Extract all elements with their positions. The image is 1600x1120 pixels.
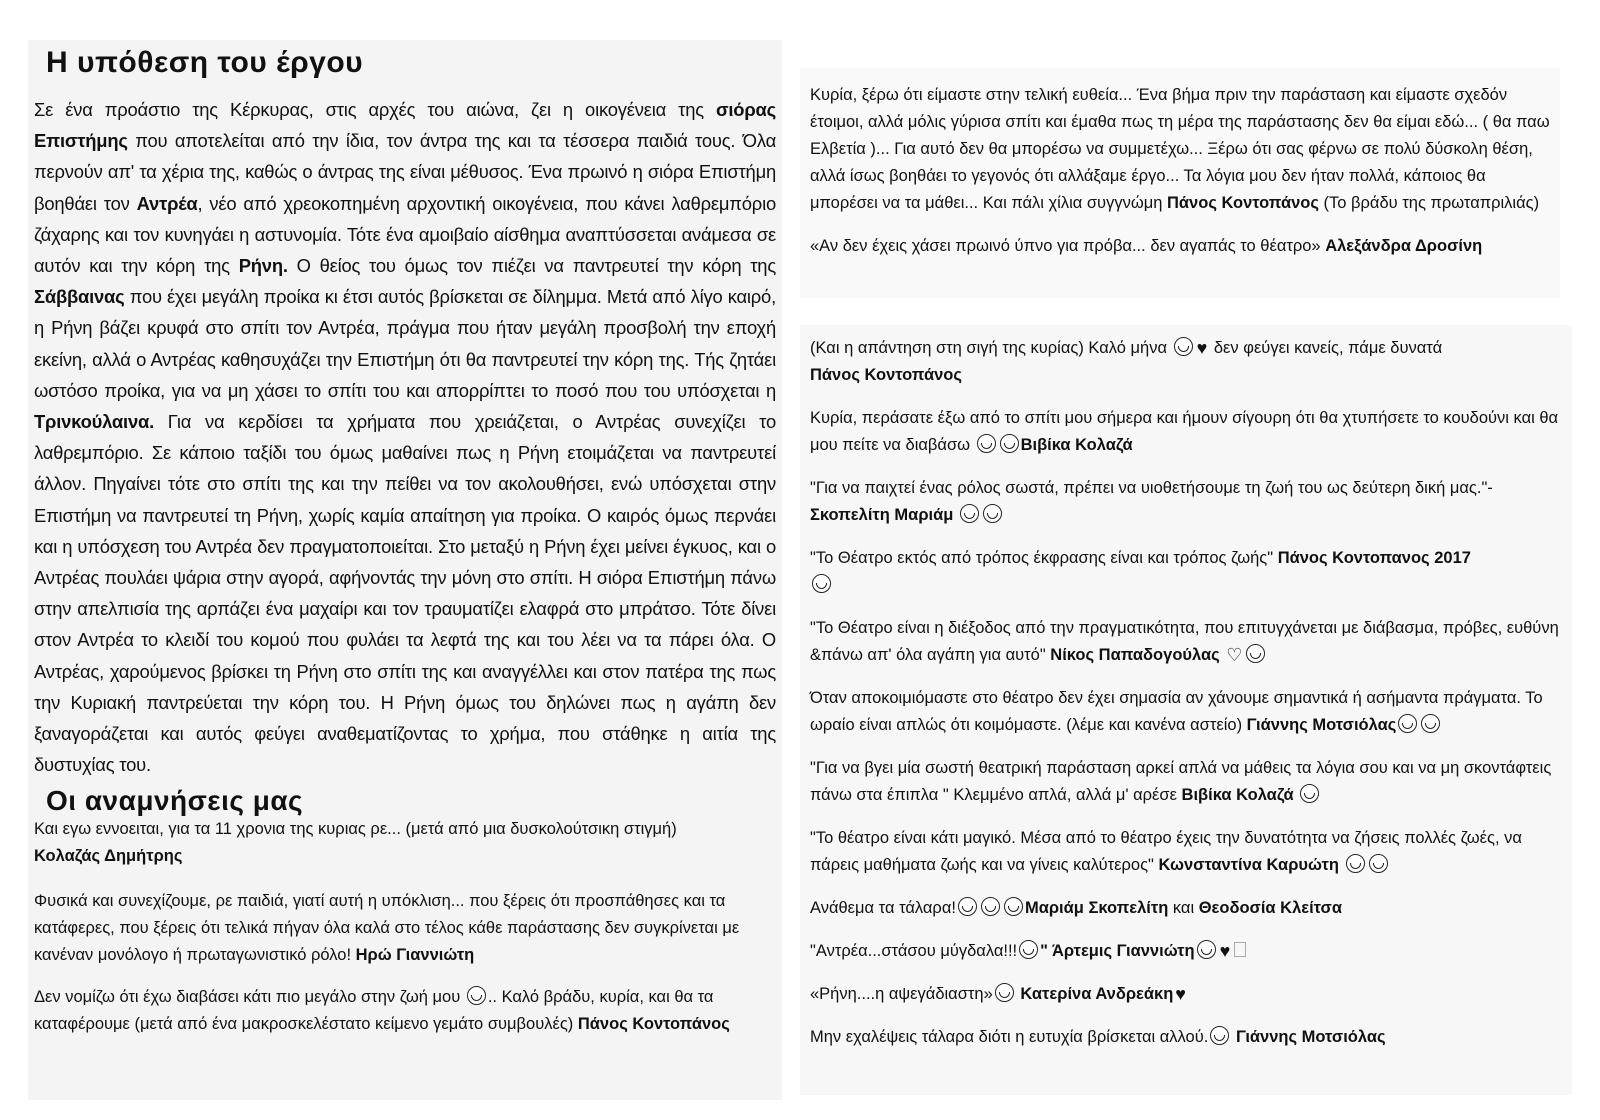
quote-text: (Και η απάντηση στη σιγή της κυρίας) Καλό μήνα: [810, 339, 1167, 357]
quote-author: Νίκος Παπαδογούλας: [1050, 646, 1220, 664]
quote-text: Όταν αποκοιμιόμαστε στο θέατρο δεν έχει σημασία αν χάνουμε σημαντικά ή ασήμαντα πράγματα. Το ωραίο είναι απλώς ότι κοιμόμαστε. (λέμε και κανένα αστείο): [810, 689, 1543, 734]
memory-text: .. Καλό βράδυ, κυρία, και θα τα καταφέρουμε (μετά από ένα μακροσκελέστατο κείμενο γεμάτο συμβουλές): [34, 988, 714, 1033]
laughing-emoji-icon: [1210, 1026, 1229, 1045]
quotes-panel-top: [800, 68, 1560, 298]
quote-text: "Το θέατρο είναι κάτι μαγικό. Μέσα από το θέατρο έχεις την δυνατότητα να ζήσεις πολλές ζωές, να πάρεις μαθήματα ζωής και να γίνεις καλύτερος": [810, 829, 1522, 874]
memory-author: Ηρώ Γιαννιώτη: [355, 946, 475, 964]
laughing-emoji-icon: [1421, 714, 1440, 733]
memories-title: Οι αναμνήσεις μας: [46, 785, 304, 816]
heart-icon: ♥: [1196, 338, 1208, 358]
synopsis-bold: σιόρας Επιστήμης: [34, 99, 776, 152]
synopsis-run: , νέο από χρεοκοπημένη αρχοντική οικογένεια, που κάνει λαθρεμπόριο ζάχαρης και τον κυνηγάει η αστυνομία. Τότε ένα αμοιβαίο αίσθημα αναπτύσσεται ανάμεσα σε αυτόν και την κόρη της: [34, 192, 776, 277]
quote-item: [810, 981, 1562, 1008]
synopsis-run: που αποτελείται από την ίδια, τον άντρα της και τα τέσσερα παιδιά τους. Όλα περνούν απ' τα χέρια της, καθώς ο άντρας της είναι μέθυσος. Ένα πρωινό η σιόρα Επιστήμη βοηθάει τον: [34, 130, 776, 214]
laughing-emoji-icon: [812, 574, 831, 593]
quote-text: (Το βράδυ της πρωταπριλιάς): [1318, 194, 1540, 212]
quote-text: Κυρία, περάσατε έξω από το σπίτι μου σήμερα και ήμουν σίγουρη ότι θα χτυπήσετε το κουδούνι και θα μου πείτε να διαβάσω: [810, 409, 1559, 454]
synopsis-run: Για να κερδίσει τα χρήματα που χρειάζεται, ο Αντρέας συνεχίζει το λαθρεμπόριο. Σε κάποιο ταξίδι του όμως μαθαίνει πως η Ρήνη ετοιμάζεται να παντρευτεί άλλον. Πηγαίνει τότε στο σπίτι της και την πείθει να τον ακολουθήσει, ενώ υπόσχεται στην Επιστήμη να παντρευτεί τη Ρήνη, χωρίς καμία απαίτηση για προίκα. Ο καιρός όμως περνάει και η υπόσχεση του Αντρέα δεν πραγματοποιείται. Στο μεταξύ η Ρήνη έχει μείνει έγκυος, και ο Αντρέας πουλάει ψάρια στην αγορά, αφήνοντάς την μόνη στο σπίτι. Η σιόρα Επιστήμη πάνω στην απελπισία της αρπάζει ένα μαχαίρι και τον τραυματίζει ελαφρά στο μπράτσο. Τότε δίνει στον Αντρέα το κλειδί του κομού που φυλάει τα λεφτά της και του λέει να τα πάρει όλα. Ο Αντρέας, χαρούμενος βρίσκει τη Ρήνη στο σπίτι της και αναγγέλλει και στον πατέρα της πως την Κυριακή παντρεύεται την κόρη του. Η Ρήνη όμως του δηλώνει πως η αγάπη δεν ξαναγοράζεται και αυτός φεύγει αναθεματίζοντας το χρήμα, που στάθηκε η αιτία της δυστυχίας του.: [34, 411, 776, 776]
quote-author: Αλεξάνδρα Δροσίνη: [1325, 237, 1483, 255]
quote-text: "Για να παιχτεί ένας ρόλος σωστά, πρέπει να υιοθετήσουμε τη ζωή του ως δεύτερη δική μας."-: [810, 479, 1493, 497]
quote-author: Γιάννης Μοτσιόλας: [1246, 716, 1397, 734]
quote-item: [810, 685, 1562, 739]
memory-author: Πάνος Κοντοπάνος: [577, 1015, 730, 1033]
laughing-emoji-icon: [467, 986, 486, 1005]
laughing-emoji-icon: [1197, 940, 1216, 959]
memory-item: [34, 888, 782, 969]
quote-item: [810, 233, 1550, 260]
smiling-emoji-icon: [1398, 714, 1417, 733]
laughing-emoji-icon: [1174, 337, 1193, 356]
quote-item: [810, 335, 1562, 389]
laughing-emoji-icon: [1019, 940, 1038, 959]
memory-text: Δεν νομίζω ότι έχω διαβάσει κάτι πιο μεγάλο στην ζωή μου: [34, 988, 461, 1006]
quote-item: [810, 82, 1550, 217]
quote-text: "Το Θέατρο είναι η διέξοδος από την πραγματικότητα, που επιτυγχάνεται με διάβασμα, πρόβες, ευθύνη &πάνω απ' όλα αγάπη για αυτό": [810, 619, 1559, 664]
quote-text: Κυρία, ξέρω ότι είμαστε στην τελική ευθεία... Ένα βήμα πριν την παράσταση και είμαστε σχεδόν έτοιμοι, αλλά μόλις γύρισα σπίτι και έμαθα πως τη μέρα της παράστασης δεν θα είμαι εδώ... ( θα παω Ελβετία )... Για αυτό δεν θα μπορέσω να συμμετέχω... Ξέρω ότι σας φέρνω σε πολύ δύσκολη θέση, αλλά ίσως βοηθάει το γεγονός ότι αλλάξαμε έργο... Τα λόγια μου δεν ήταν πολλά, κάποιος θα μπορέσει να τα μάθει... Και πάλι χίλια συγγνώμη: [810, 86, 1550, 212]
memory-text: Και εγω εννοειται, για τα 11 χρονια της κυριας ρε... (μετά από μια δυσκολούτσικη στιγμή): [34, 820, 677, 838]
memory-item: [34, 984, 782, 1038]
quote-author: Γιάννης Μοτσιόλας: [1235, 1028, 1386, 1046]
synopsis-title: Η υπόθεση του έργου: [46, 46, 364, 79]
quote-text: Μην εχαλέψεις τάλαρα διότι η ευτυχία βρίσκεται αλλού.: [810, 1028, 1209, 1046]
quote-text: "Το Θέατρο εκτός από τρόπος έκφρασης είναι και τρόπος ζωής": [810, 549, 1274, 567]
quote-author: Κατερίνα Ανδρεάκη: [1020, 985, 1174, 1003]
laughing-emoji-icon: [1004, 897, 1023, 916]
synopsis-run: που έχει μεγάλη προίκα κι έτσι αυτός βρίσκεται σε δίλημμα. Μετά από λίγο καιρό, η Ρήνη βάζει κρυφά στο σπίτι τον Αντρέα, πράγμα που ήταν μεγάλη προσβολή την εποχή εκείνη, αλλά ο Αντρέας καθησυχάζει την Επιστήμη ότι θα παντρευτεί την κόρη της. Τής ζητάει ωστόσο προίκα, για να μη χάσει το σπίτι του και απορρίπτει το ποσό που του υπόσχεται η: [34, 286, 776, 401]
quote-author: Θεοδοσία Κλείτσα: [1198, 899, 1342, 917]
quote-author: Βιβίκα Κολαζά: [1020, 436, 1133, 454]
quote-text: δεν φεύγει κανείς, πάμε δυνατά: [1209, 339, 1443, 357]
quote-text: ": [1040, 942, 1052, 960]
quote-author: Πάνος Κοντοπανος 2017: [1277, 549, 1471, 567]
quote-item: [810, 938, 1562, 965]
heart-icon: ♥: [1175, 984, 1186, 1004]
smiling-emoji-icon: [1346, 854, 1365, 873]
memory-author: Κολαζάς Δημήτρης: [34, 847, 183, 865]
synopsis-bold: Τρινκούλαινα.: [34, 411, 154, 433]
laughing-emoji-icon: [983, 504, 1002, 523]
quote-text: και: [1168, 899, 1199, 917]
laughing-emoji-icon: [1369, 854, 1388, 873]
quote-text: Ανάθεμα τα τάλαρα!: [810, 899, 956, 917]
quote-author: Πάνος Κοντοπάνος: [1167, 194, 1319, 212]
laughing-emoji-icon: [960, 504, 979, 523]
synopsis-panel: [28, 40, 782, 1100]
laughing-emoji-icon: [1000, 434, 1019, 453]
laughing-emoji-icon: [958, 897, 977, 916]
synopsis-bold: Σάββαινας: [34, 286, 125, 308]
laughing-emoji-icon: [977, 434, 996, 453]
heart-icon: ♥: [1219, 941, 1231, 961]
quote-author: Βιβίκα Κολαζά: [1181, 786, 1294, 804]
synopsis-text: [34, 94, 776, 780]
quote-author: Άρτεμις Γιαννιώτη: [1051, 942, 1195, 960]
quote-item: [810, 615, 1562, 669]
quote-item: [810, 545, 1562, 599]
laughing-emoji-icon: [981, 897, 1000, 916]
synopsis-run: Σε ένα προάστιο της Κέρκυρας, στις αρχές του αιώνα, ζει η οικογένεια της: [34, 99, 717, 120]
memory-item: [34, 816, 782, 870]
quote-text: "Αντρέα...στάσου μύγδαλα!!!: [810, 942, 1018, 960]
quote-item: [810, 1024, 1562, 1051]
synopsis-bold: Αντρέα: [136, 192, 198, 214]
laughing-emoji-icon: [1246, 644, 1265, 663]
missing-glyph-icon: [1234, 942, 1246, 957]
quote-item: [810, 755, 1562, 809]
laughing-emoji-icon: [1300, 784, 1319, 803]
quote-author: Πάνος Κοντοπάνος: [810, 366, 962, 384]
quote-author: Κωνσταντίνα Καρυώτη: [1158, 856, 1339, 874]
heart-outline-icon: ♡: [1226, 645, 1243, 665]
quote-text: «Αν δεν έχεις χάσει πρωινό ύπνο για πρόβα... δεν αγαπάς το θέατρο»: [810, 237, 1321, 255]
quote-author: Μαριάμ Σκοπελίτη: [1024, 899, 1169, 917]
synopsis-run: Ο θείος του όμως τον πιέζει να παντρευτεί την κόρη της: [287, 255, 776, 277]
memory-text: Φυσικά και συνεχίζουμε, ρε παιδιά, γιατί αυτή η υπόκλιση... που ξέρεις ότι προσπάθησες και τα κατάφερες, που ξέρεις ότι τελικά πήγαν όλα καλά στο τέλος κάθε παράστασης δεν συγκρίνεται με κανέναν μονόλογο ή πρωταγωνιστικό ρόλο!: [34, 892, 740, 964]
synopsis-bold: Ρήνη.: [238, 255, 288, 277]
quotes-panel-bottom: [800, 325, 1572, 1095]
laughing-emoji-icon: [995, 983, 1014, 1002]
quote-text: "Για να βγει μία σωστή θεατρική παράσταση αρκεί απλά να μάθεις τα λόγια σου και να μη σκοντάφτεις πάνω στα έπιπλα " Κλεμμένο απλά, αλλά μ' αρέσε: [810, 759, 1552, 804]
quote-item: [810, 475, 1562, 529]
quote-item: [810, 825, 1562, 879]
quote-author: Σκοπελίτη Μαριάμ: [810, 506, 954, 524]
quote-item: [810, 405, 1562, 459]
quote-text: «Ρήνη....η αψεγάδιαστη»: [810, 985, 993, 1003]
quote-item: [810, 895, 1562, 922]
